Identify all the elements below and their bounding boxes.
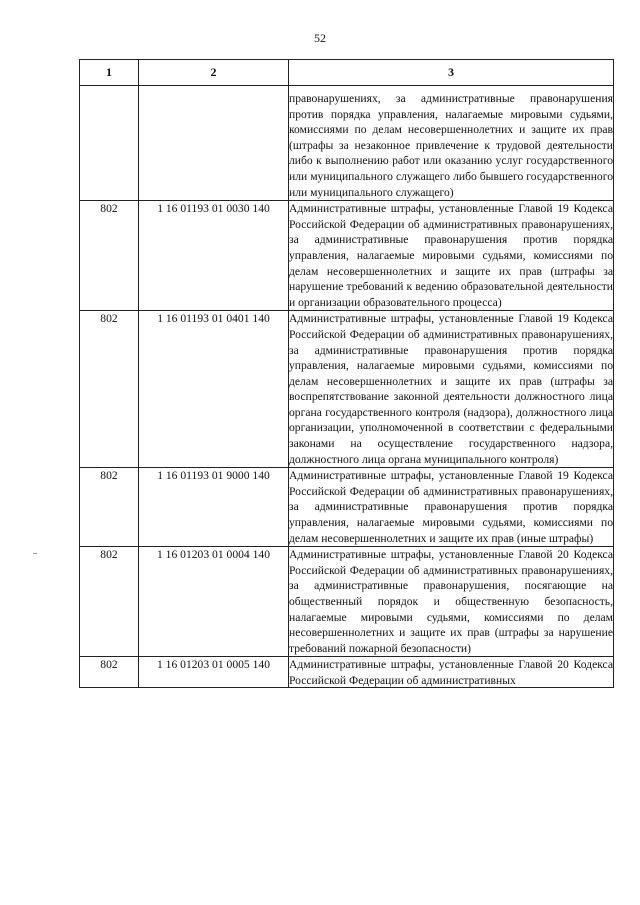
budget-classification-table [79,59,614,688]
column-header-1: 1 [80,60,139,86]
description-text: правонарушениях, за административные правонарушения против порядка управления, налагаемые мировыми судьями, комиссиями по делам несовершеннолетних и защите их прав (штрафы за незаконное привлечение к трудовой деятельности либо к выполнению работ или оказанию услуг государственного или муниципального служащего либо бывшего государственного или муниципального служащего) [289,92,613,199]
description-cell [289,201,614,311]
description-text: Административные штрафы, установленные Главой 20 Кодекса Российской Федерации об административных [289,658,613,687]
table-row [80,547,614,657]
kbk-code-cell: 1 16 01203 01 0004 140 [139,547,289,657]
description-text: Административные штрафы, установленные Главой 19 Кодекса Российской Федерации об административных правонарушениях, за административные правонарушения против порядка управления, налагаемые мировыми судьями, комиссиями по делам несовершеннолетних и защите их прав (штрафы за воспрепятствование законной деятельности должностного лица органа государственного контроля (надзора), должностного лица организации, уполномоченной в соответствии с федеральными законами на осуществление государственного надзора, должностного лица органа муниципального контроля) [289,312,613,466]
table-row-continuation [80,86,614,201]
admin-code-cell: 802 [80,547,139,657]
kbk-code-cell: 1 16 01193 01 9000 140 [139,468,289,547]
description-cell [289,468,614,547]
description-cell [289,311,614,468]
description-cell [289,86,614,201]
table-row [80,657,614,688]
table-row [80,311,614,468]
description-cell [289,547,614,657]
page-number: 52 [314,31,326,45]
admin-code-cell [80,86,139,201]
column-header-2: 2 [139,60,289,86]
admin-code-cell: 802 [80,468,139,547]
kbk-code-cell: 1 16 01193 01 0401 140 [139,311,289,468]
admin-code-cell: 802 [80,311,139,468]
description-text: Административные штрафы, установленные Главой 20 Кодекса Российской Федерации об административных правонарушениях, за административные правонарушения, посягающие на общественный порядок и общественную безопасность, налагаемые мировыми судьями, комиссиями по делам несовершеннолетних и защите их прав (штрафы за нарушение требований пожарной безопасности) [289,548,613,655]
table-row [80,201,614,311]
kbk-code-cell: 1 16 01193 01 0030 140 [139,201,289,311]
admin-code-cell: 802 [80,657,139,688]
table-header-row [80,60,614,86]
admin-code-cell: 802 [80,201,139,311]
description-cell [289,657,614,688]
kbk-code-cell [139,86,289,201]
margin-mark [33,553,37,554]
description-text: Административные штрафы, установленные Главой 19 Кодекса Российской Федерации об административных правонарушениях, за административные правонарушения против порядка управления, налагаемые мировыми судьями, комиссиями по делам несовершеннолетних и защите их прав (штрафы за нарушение требований к ведению образовательной деятельности и организации образовательного процесса) [289,202,613,309]
description-text: Административные штрафы, установленные Главой 19 Кодекса Российской Федерации об административных правонарушениях, за административные правонарушения против порядка управления, налагаемые мировыми судьями, комиссиями по делам несовершеннолетних и защите их прав (иные штрафы) [289,469,613,545]
column-header-3: 3 [289,60,614,86]
kbk-code-cell: 1 16 01203 01 0005 140 [139,657,289,688]
table-row [80,468,614,547]
